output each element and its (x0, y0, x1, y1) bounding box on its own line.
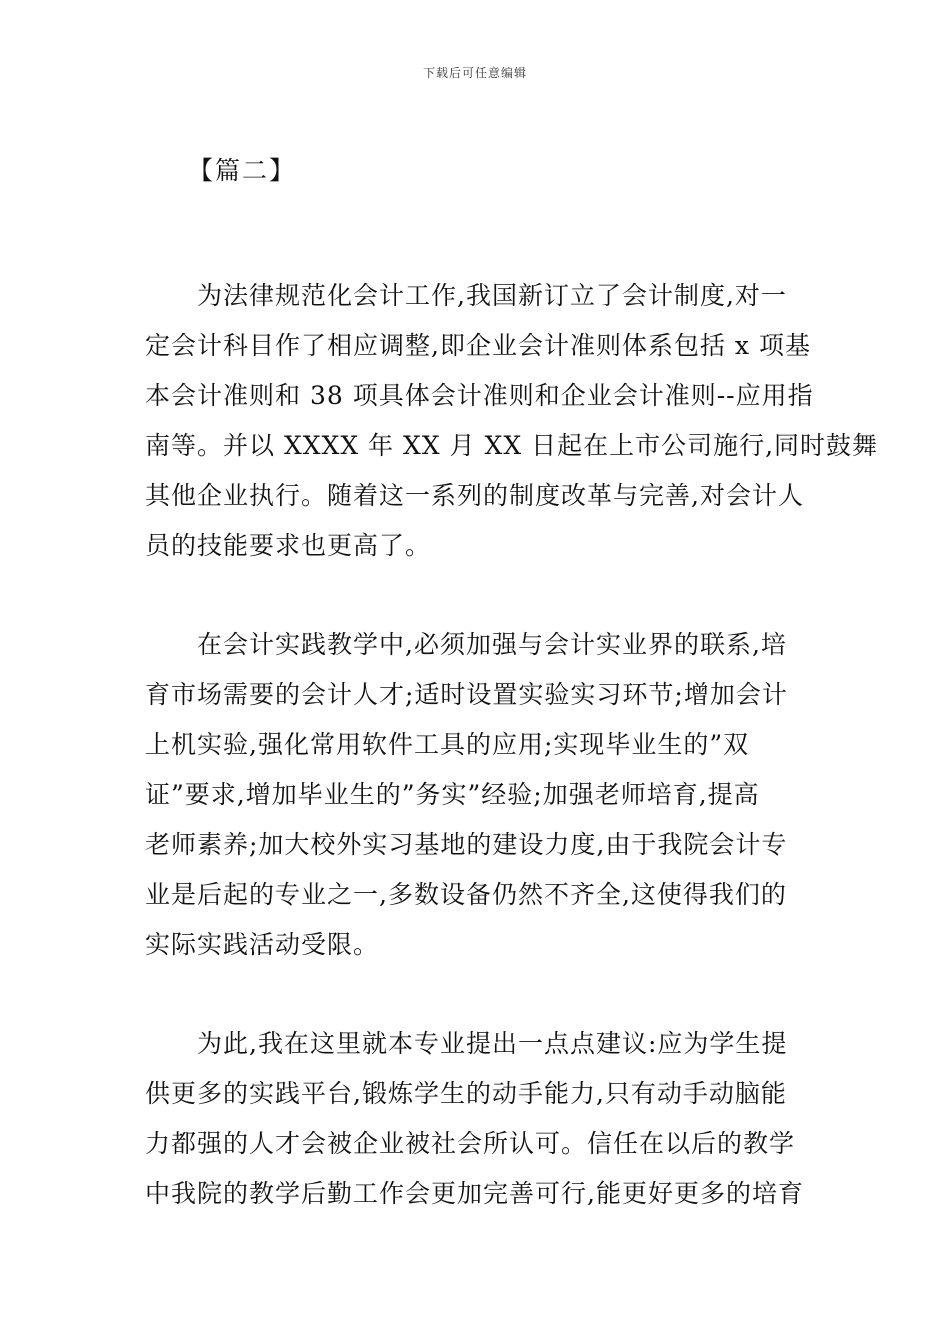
paragraph-line: 定会计科目作了相应调整,即企业会计准则体系包括 x 项基 (145, 331, 811, 360)
paragraph-line: 本会计准则和 38 项具体会计准则和企业会计准则--应用指 (145, 381, 814, 410)
paragraph-line: 其他企业执行。随着这一系列的制度改革与完善,对会计人 (145, 481, 804, 510)
paragraph-line: 老师素养;加大校外实习基地的建设力度,由于我院会计专 (145, 830, 788, 859)
paragraph-line: 育市场需要的会计人才;适时设置实验实习环节;增加会计 (145, 680, 788, 709)
paragraph-line: 证”要求,增加毕业生的”务实”经验;加强老师培育,提高 (145, 780, 760, 809)
page-header: 下载后可任意编辑 (422, 66, 527, 80)
paragraph-line: 在会计实践教学中,必须加强与会计实业界的联系,培 (197, 630, 787, 659)
paragraph-line: 实际实践活动受限。 (145, 930, 380, 959)
paragraph-line: 南等。并以 XXXX 年 XX 月 XX 日起在上市公司施行,同时鼓舞 (145, 431, 879, 460)
paragraph-line: 员的技能要求也更高了。 (145, 531, 432, 560)
paragraph-2 (145, 620, 805, 970)
paragraph-line: 为法律规范化会计工作,我国新订立了会计制度,对一 (197, 281, 787, 310)
paragraph-line: 中我院的教学后勤工作会更加完善可行,能更好更多的培育 (145, 1179, 804, 1208)
paragraph-1 (145, 271, 879, 571)
paragraph-line: 力都强的人才会被企业被社会所认可。信任在以后的教学 (145, 1129, 796, 1158)
paragraph-line: 上机实验,强化常用软件工具的应用;实现毕业生的”双 (145, 730, 750, 759)
paragraph-line: 业是后起的专业之一,多数设备仍然不齐全,这使得我们的 (145, 880, 787, 909)
paragraph-3 (145, 1019, 805, 1219)
paragraph-line: 供更多的实践平台,锻炼学生的动手能力,只有动手动脑能 (145, 1079, 787, 1108)
section-heading: 【篇二】 (188, 156, 297, 185)
paragraph-line: 为此,我在这里就本专业提出一点点建议:应为学生提 (197, 1029, 788, 1058)
